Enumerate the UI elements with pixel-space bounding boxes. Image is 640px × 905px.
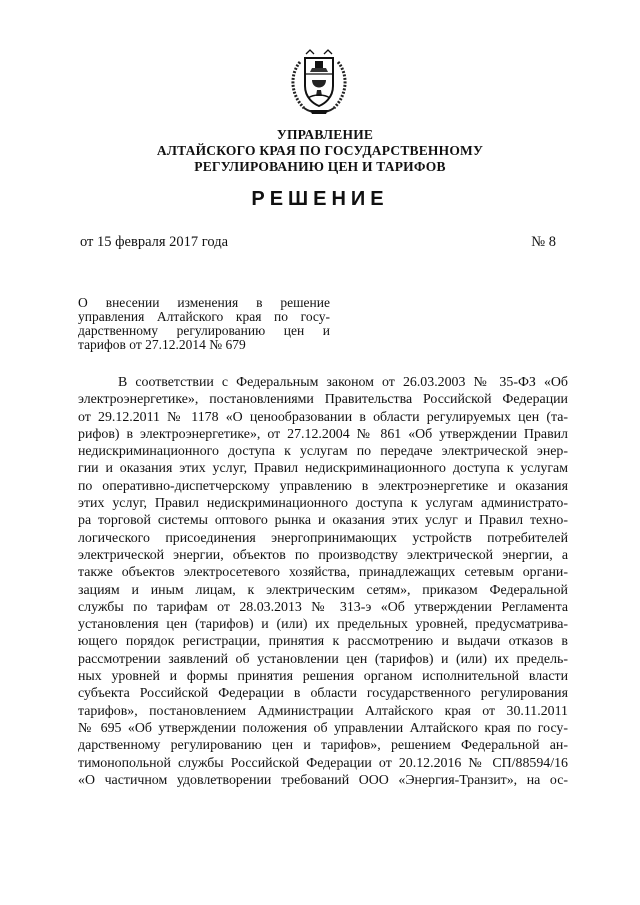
document-number: № 8 <box>531 234 556 250</box>
subject-line: дарственному регулированию цен и <box>78 323 330 338</box>
org-line: УПРАВЛЕНИЕ <box>276 127 374 142</box>
subject-line: тарифов от 27.12.2014 № 679 <box>78 337 246 352</box>
subject-line: управления Алтайского края по госу- <box>78 309 330 324</box>
body-line: от 29.12.2011 № 1178 «О ценообразовании в области регулируемых цен (та- <box>78 409 568 425</box>
body-line: дарственному регулированию цен и тарифов», решением Федеральной ан- <box>78 738 568 754</box>
body-line: этих услуг, Правил недискриминационного доступа к услугам администрато- <box>78 496 568 512</box>
document-subject <box>78 296 330 352</box>
body-line: В соответствии с Федеральным законом от 26.03.2003 № 35-ФЗ «Об <box>118 375 568 390</box>
coat-of-arms-icon <box>286 48 352 118</box>
organization-header <box>0 127 640 175</box>
body-line: службы по тарифам от 28.03.2013 № 313-э «Об утверждении Регламента <box>78 599 568 615</box>
body-line: установления цен (тарифов) и (или) их предельных уровней, предусматрива- <box>78 617 568 633</box>
body-line: электрической энергии, объектов по производству электрической энергии, а <box>78 547 568 563</box>
body-line: № 695 «Об утверждении положения об управлении Алтайского края по госу- <box>78 720 568 736</box>
body-line: ных уровней и формы принятия решения органом исполнительной власти <box>78 669 568 685</box>
body-line: недискриминационного доступа к услугам по передаче электрической энер- <box>78 444 568 460</box>
body-line: электроэнергетике», постановлениями Правительства Российской Федерации <box>78 392 568 408</box>
org-line: РЕГУЛИРОВАНИЮ ЦЕН И ТАРИФОВ <box>194 159 446 174</box>
body-line: зациям и иным лицам, к электрическим сетям», приказом Федеральной <box>78 582 568 598</box>
document-date: от 15 февраля 2017 года <box>80 234 229 250</box>
body-line: тарифов», постановлением Администрации Алтайского края от 30.11.2011 <box>78 703 568 719</box>
body-line: рифов) в электроэнергетике», от 27.12.2004 № 861 «Об утверждении Правил <box>78 426 568 442</box>
body-line: гии и оказания этих услуг, Правил недискриминационного доступа к услугам <box>78 461 568 477</box>
body-line: «О частичном удовлетворении требований ООО «Энергия-Транзит», на ос- <box>78 772 568 788</box>
subject-line: О внесении изменения в решение <box>78 295 330 310</box>
body-line: также объектов электросетевого хозяйства, принадлежащих сетевым органи- <box>78 565 568 581</box>
body-line: ющего порядок регистрации, принятия к рассмотрению и выдачи отказов в <box>78 634 568 650</box>
body-line: тимонопольной службы Российской Федерации от 20.12.2016 № СП/88594/16 <box>78 755 568 771</box>
document-body <box>78 374 568 789</box>
body-line: логического присоединения энергопринимающих устройств потребителей <box>78 530 568 546</box>
body-line: субъекта Российской Федерации в области государственного регулирования <box>78 686 568 702</box>
document-title: РЕШЕНИЕ <box>251 188 389 210</box>
org-line: АЛТАЙСКОГО КРАЯ ПО ГОСУДАРСТВЕННОМУ <box>156 143 484 158</box>
body-line: ра торговой системы оптового рынка и оказания этих услуг и Правил техно- <box>78 513 568 529</box>
body-line: по оперативно-диспетчерскому управлению в электроэнергетике и оказания <box>78 478 568 494</box>
body-line: рассмотрении заявлений об установлении цен (тарифов) и (или) их предель- <box>78 651 568 667</box>
